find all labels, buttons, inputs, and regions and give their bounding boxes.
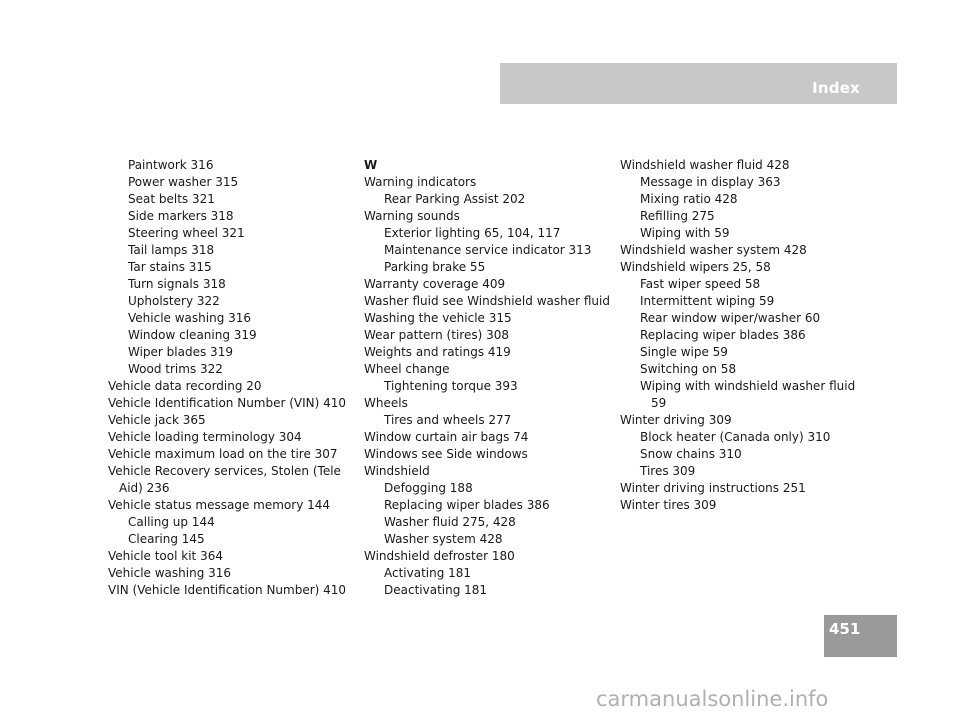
index-subentry: Clearing 145 (128, 532, 205, 546)
page-number-box (824, 615, 897, 657)
index-subentry: Maintenance service indicator 313 (384, 243, 592, 257)
index-subentry: Single wipe 59 (640, 345, 728, 359)
index-subentry: Tightening torque 393 (384, 379, 518, 393)
index-subentry: Exterior lighting 65, 104, 117 (384, 226, 561, 240)
index-subentry: Washer system 428 (384, 532, 503, 546)
index-entry: Windows see Side windows (364, 447, 528, 461)
index-subentry: Paintwork 316 (128, 158, 214, 172)
index-subentry: Snow chains 310 (640, 447, 742, 461)
index-entry: Vehicle maximum load on the tire 307 (108, 447, 338, 461)
index-subentry: Tires and wheels 277 (384, 413, 512, 427)
index-entry: Vehicle loading terminology 304 (108, 430, 302, 444)
index-entry: Windshield washer fluid 428 (620, 158, 790, 172)
index-entry: Vehicle data recording 20 (108, 379, 262, 393)
index-subentry: Deactivating 181 (384, 583, 488, 597)
index-subentry: Seat belts 321 (128, 192, 215, 206)
index-subentry: Rear Parking Assist 202 (384, 192, 526, 206)
index-entry: Windshield (364, 464, 430, 478)
index-entry: Weights and ratings 419 (364, 345, 511, 359)
index-subentry: Defogging 188 (384, 481, 473, 495)
index-subentry: Activating 181 (384, 566, 472, 580)
index-subentry: Refilling 275 (640, 209, 715, 223)
index-subentry: Fast wiper speed 58 (640, 277, 761, 291)
index-entry: VIN (Vehicle Identification Number) 410 (108, 583, 347, 597)
index-subentry: Switching on 58 (640, 362, 737, 376)
index-subentry: Window cleaning 319 (128, 328, 257, 342)
index-subentry: Wood trims 322 (128, 362, 223, 376)
index-column-2 (364, 157, 614, 599)
index-entry: Vehicle status message memory 144 (108, 498, 331, 512)
header-bar (500, 63, 897, 104)
index-subentry: Mixing ratio 428 (640, 192, 738, 206)
index-subentry: Steering wheel 321 (128, 226, 245, 240)
index-subentry: Rear window wiper/washer 60 (640, 311, 821, 325)
index-subentry: Block heater (Canada only) 310 (640, 430, 831, 444)
index-subentry: Wiping with windshield washer fluid 59 (640, 379, 856, 410)
page-number: 451 (829, 620, 861, 638)
index-subentry: Vehicle washing 316 (128, 311, 252, 325)
index-entry: Windshield wipers 25, 58 (620, 260, 771, 274)
index-subentry: Side markers 318 (128, 209, 234, 223)
index-entry: Wheel change (364, 362, 450, 376)
index-column-3 (620, 157, 870, 514)
index-entry: Vehicle Identification Number (VIN) 410 (108, 396, 347, 410)
index-subentry: Wiper blades 319 (128, 345, 233, 359)
index-entry: Vehicle jack 365 (108, 413, 206, 427)
index-entry: Windshield washer system 428 (620, 243, 807, 257)
index-entry: Warning indicators (364, 175, 477, 189)
index-subentry: Wiping with 59 (640, 226, 730, 240)
index-entry: Warning sounds (364, 209, 460, 223)
index-entry: Washer fluid see Windshield washer fluid (364, 294, 610, 308)
index-letter-heading: W (364, 158, 378, 172)
index-subentry: Turn signals 318 (128, 277, 226, 291)
index-entry: Winter tires 309 (620, 498, 717, 512)
index-entry: Washing the vehicle 315 (364, 311, 512, 325)
index-subentry: Power washer 315 (128, 175, 239, 189)
index-entry: Vehicle washing 316 (108, 566, 232, 580)
index-entry: Winter driving instructions 251 (620, 481, 806, 495)
index-subentry: Intermittent wiping 59 (640, 294, 775, 308)
index-entry: Winter driving 309 (620, 413, 732, 427)
index-entry: Warranty coverage 409 (364, 277, 506, 291)
index-entry: Vehicle tool kit 364 (108, 549, 223, 563)
index-subentry: Tar stains 315 (128, 260, 212, 274)
index-subentry: Tail lamps 318 (128, 243, 215, 257)
index-subentry: Replacing wiper blades 386 (640, 328, 806, 342)
page-title: Index (812, 79, 860, 97)
index-entry: Windshield defroster 180 (364, 549, 515, 563)
watermark: carmanualsonline.info (596, 687, 829, 711)
index-entry: Wear pattern (tires) 308 (364, 328, 509, 342)
index-column-1 (108, 157, 360, 599)
index-entry: Vehicle Recovery services, Stolen (Tele Aid) 236 (108, 464, 341, 495)
index-subentry: Upholstery 322 (128, 294, 220, 308)
index-subentry: Replacing wiper blades 386 (384, 498, 550, 512)
index-subentry: Calling up 144 (128, 515, 215, 529)
index-subentry: Parking brake 55 (384, 260, 486, 274)
index-subentry: Washer fluid 275, 428 (384, 515, 516, 529)
index-subentry: Message in display 363 (640, 175, 781, 189)
index-entry: Wheels (364, 396, 408, 410)
index-entry: Window curtain air bags 74 (364, 430, 529, 444)
index-subentry: Tires 309 (640, 464, 696, 478)
